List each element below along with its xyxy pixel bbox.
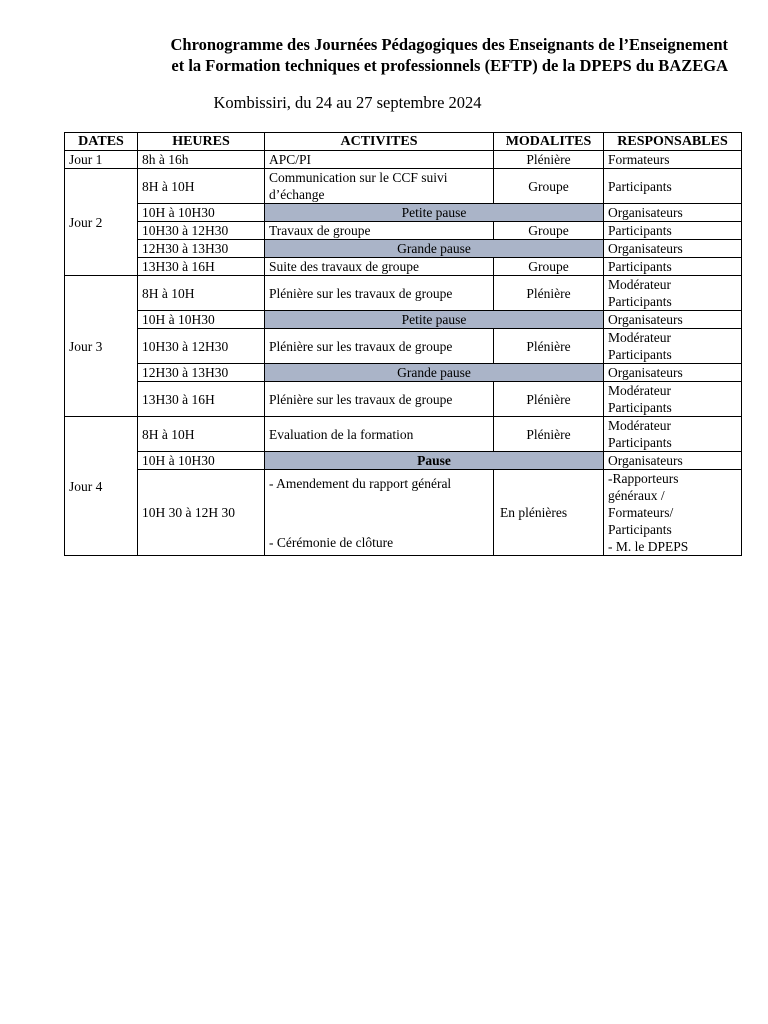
title-line-2: et la Formation techniques et professionnels (EFTP) de la DPEPS du BAZEGA	[171, 56, 728, 75]
table-row	[65, 417, 742, 452]
table-row	[65, 452, 742, 470]
responsable-line: généraux /	[608, 488, 665, 503]
responsable-line: Modérateur	[608, 418, 671, 433]
date-cell: Jour 3	[65, 276, 138, 417]
heure-cell: 10H à 10H30	[138, 452, 265, 470]
modalite-cell: Plénière	[494, 417, 604, 452]
responsable-line: Formateurs/	[608, 505, 674, 520]
responsable-cell	[604, 382, 742, 417]
header-modalites: MODALITES	[494, 133, 604, 151]
activite-cell: Evaluation de la formation	[265, 417, 494, 452]
table-row	[65, 311, 742, 329]
modalite-cell: Groupe	[494, 222, 604, 240]
table-row	[65, 382, 742, 417]
activite-cell: Suite des travaux de groupe	[265, 258, 494, 276]
modalite-cell: En plénières	[494, 470, 604, 556]
heure-cell: 8H à 10H	[138, 417, 265, 452]
heure-cell: 8h à 16h	[138, 151, 265, 169]
heure-cell: 12H30 à 13H30	[138, 364, 265, 382]
pause-cell: Petite pause	[265, 311, 604, 329]
responsable-cell: Participants	[604, 169, 742, 204]
table-header-row	[65, 133, 742, 151]
responsable-line: Modérateur	[608, 330, 671, 345]
responsable-cell: Organisateurs	[604, 240, 742, 258]
responsable-cell: Participants	[604, 258, 742, 276]
header-heures: HEURES	[138, 133, 265, 151]
activite-cell: Plénière sur les travaux de groupe	[265, 276, 494, 311]
pause-cell: Grande pause	[265, 240, 604, 258]
responsable-line: Participants	[608, 435, 672, 450]
table-row	[65, 276, 742, 311]
table-row	[65, 151, 742, 169]
responsable-line: Modérateur	[608, 277, 671, 292]
modalite-cell: Plénière	[494, 382, 604, 417]
responsable-cell	[604, 470, 742, 556]
modalite-cell: Plénière	[494, 151, 604, 169]
header-responsables: RESPONSABLES	[604, 133, 742, 151]
responsable-cell: Formateurs	[604, 151, 742, 169]
table-row	[65, 222, 742, 240]
modalite-cell: Groupe	[494, 258, 604, 276]
modalite-cell: Plénière	[494, 329, 604, 364]
responsable-cell: Organisateurs	[604, 364, 742, 382]
activite-cell: Travaux de groupe	[265, 222, 494, 240]
heure-cell: 12H30 à 13H30	[138, 240, 265, 258]
heure-cell: 10H30 à 12H30	[138, 222, 265, 240]
responsable-cell: Participants	[604, 222, 742, 240]
date-cell: Jour 1	[65, 151, 138, 169]
table-row	[65, 169, 742, 204]
activite-cell	[265, 470, 494, 556]
activite-cell: Plénière sur les travaux de groupe	[265, 329, 494, 364]
heure-cell: 10H 30 à 12H 30	[138, 470, 265, 556]
table-row	[65, 258, 742, 276]
date-cell: Jour 2	[65, 169, 138, 276]
document-subtitle: Kombissiri, du 24 au 27 septembre 2024	[213, 93, 482, 112]
pause-cell: Pause	[265, 452, 604, 470]
heure-cell: 13H30 à 16H	[138, 258, 265, 276]
heure-cell: 10H30 à 12H30	[138, 329, 265, 364]
table-row	[65, 364, 742, 382]
responsable-cell	[604, 329, 742, 364]
modalite-cell: Plénière	[494, 276, 604, 311]
heure-cell: 8H à 10H	[138, 276, 265, 311]
document-title	[60, 34, 728, 76]
heure-cell: 10H à 10H30	[138, 204, 265, 222]
activite-line: - Cérémonie de clôture	[269, 534, 394, 550]
responsable-line: Participants	[608, 347, 672, 362]
table-row	[65, 240, 742, 258]
header-dates: DATES	[65, 133, 138, 151]
activite-cell: Communication sur le CCF suivi d’échange	[265, 169, 494, 204]
responsable-cell: Organisateurs	[604, 311, 742, 329]
responsable-cell	[604, 417, 742, 452]
responsable-cell: Organisateurs	[604, 452, 742, 470]
heure-cell: 10H à 10H30	[138, 311, 265, 329]
schedule-table	[64, 132, 742, 556]
responsable-cell: Organisateurs	[604, 204, 742, 222]
header-activites: ACTIVITES	[265, 133, 494, 151]
activite-line: - Amendement du rapport général	[269, 475, 452, 491]
heure-cell: 8H à 10H	[138, 169, 265, 204]
pause-cell: Grande pause	[265, 364, 604, 382]
responsable-line: - M. le DPEPS	[608, 539, 689, 554]
responsable-cell	[604, 276, 742, 311]
table-row	[65, 204, 742, 222]
responsable-line: Participants	[608, 522, 672, 537]
modalite-cell: Groupe	[494, 169, 604, 204]
responsable-line: -Rapporteurs	[608, 471, 679, 486]
responsable-line: Modérateur	[608, 383, 671, 398]
responsable-line: Participants	[608, 400, 672, 415]
title-line-1: Chronogramme des Journées Pédagogiques des Enseignants de l’Enseignement	[170, 35, 728, 54]
date-cell: Jour 4	[65, 417, 138, 556]
activite-cell: APC/PI	[265, 151, 494, 169]
pause-cell: Petite pause	[265, 204, 604, 222]
heure-cell: 13H30 à 16H	[138, 382, 265, 417]
table-row	[65, 329, 742, 364]
activite-cell: Plénière sur les travaux de groupe	[265, 382, 494, 417]
responsable-line: Participants	[608, 294, 672, 309]
table-row	[65, 470, 742, 556]
